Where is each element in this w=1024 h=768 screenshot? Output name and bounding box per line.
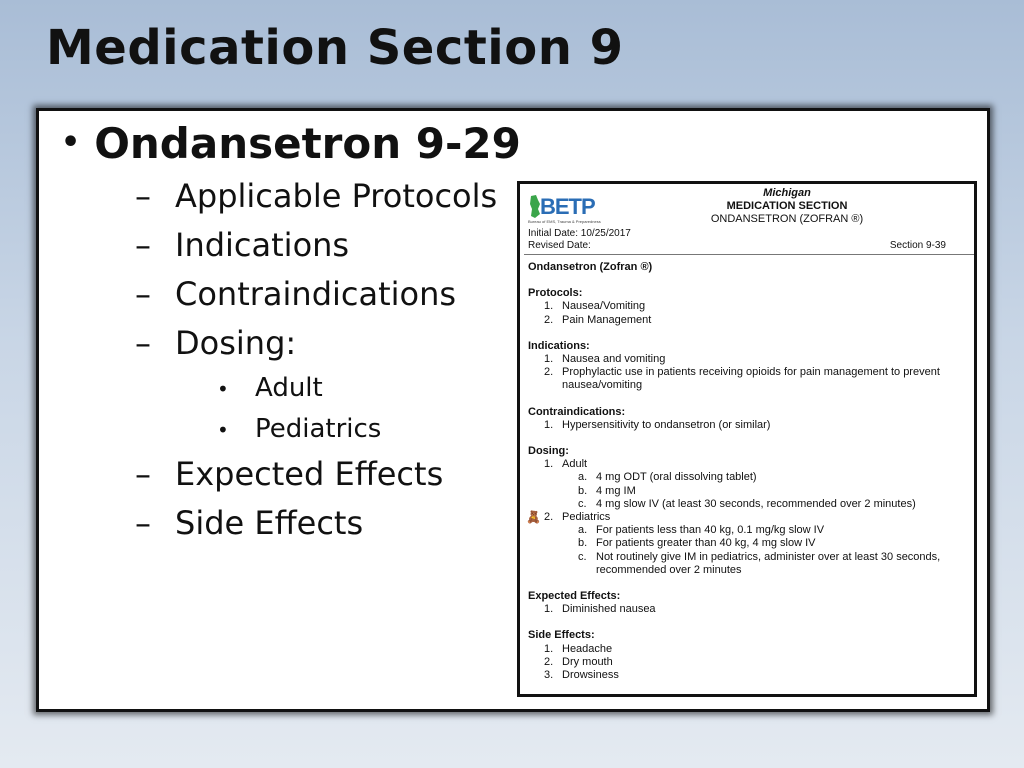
medication-document-image <box>517 181 977 697</box>
sub-item-protocols: – Applicable Protocols <box>135 177 498 215</box>
list-item: 2. Dry mouth <box>544 655 613 668</box>
doc-state: Michigan <box>763 187 811 199</box>
list-item: 2. Pain Management <box>544 313 652 326</box>
list-item: 🧸 2. Pediatrics <box>526 510 611 525</box>
protocols-heading: Protocols: <box>528 287 583 300</box>
dosing-heading: Dosing: <box>528 445 569 458</box>
list-item-continuation: recommended over 2 minutes <box>596 563 742 576</box>
dosing-item-pediatrics: • Pediatrics <box>217 414 382 444</box>
slide-title: Medication Section 9 <box>46 20 624 76</box>
contraindications-heading: Contraindications: <box>528 405 626 418</box>
doc-body <box>528 261 968 682</box>
doc-revised-date: Revised Date: <box>528 240 591 251</box>
sub-item-dosing: – Dosing: <box>135 324 297 362</box>
sub-item-indications: – Indications <box>135 226 350 264</box>
list-item: 1. Nausea/Vomiting <box>544 300 646 313</box>
list-item: 1. Diminished nausea <box>544 603 656 616</box>
list-item: 2. Prophylactic use in patients receiving opioids for pain management to prevent <box>544 366 940 379</box>
main-bullet <box>61 119 521 168</box>
list-item: 3. Drowsiness <box>544 669 619 682</box>
list-item: 1. Headache <box>544 642 613 655</box>
list-item: a. 4 mg ODT (oral dissolving tablet) <box>578 471 757 484</box>
doc-divider <box>524 254 974 255</box>
list-item: 1. Adult <box>544 458 588 471</box>
list-item: 1. Nausea and vomiting <box>544 353 666 366</box>
bullet-icon: • <box>61 125 81 160</box>
list-item-continuation: nausea/vomiting <box>562 379 643 392</box>
teddy-bear-icon: 🧸 <box>526 510 541 525</box>
main-bullet-text: Ondansetron 9-29 <box>94 119 521 168</box>
sub-item-expected-effects: – Expected Effects <box>135 455 444 493</box>
list-item: b. For patients greater than 40 kg, 4 mg slow IV <box>578 537 816 550</box>
list-item: 1. Hypersensitivity to ondansetron (or similar) <box>544 418 771 431</box>
sub-item-side-effects: – Side Effects <box>135 504 364 542</box>
content-box <box>36 108 990 712</box>
doc-initial-date: Initial Date: 10/25/2017 <box>528 228 631 239</box>
list-item: b. 4 mg IM <box>578 484 636 497</box>
doc-drug-title: ONDANSETRON (ZOFRAN ®) <box>710 213 864 225</box>
list-item: c. 4 mg slow IV (at least 30 seconds, recommended over 2 minutes) <box>578 497 916 510</box>
indications-heading: Indications: <box>528 339 590 352</box>
sub-item-contraindications: – Contraindications <box>135 275 457 313</box>
list-item: a. For patients less than 40 kg, 0.1 mg/kg slow IV <box>578 524 825 537</box>
betp-logo: BETP Bureau of EMS, Trauma & Preparedness <box>528 194 601 224</box>
doc-section-number: Section 9-39 <box>889 240 946 251</box>
side-effects-heading: Side Effects: <box>528 629 595 642</box>
doc-section-title: MEDICATION SECTION <box>726 200 848 212</box>
list-item: c. Not routinely give IM in pediatrics, administer over at least 30 seconds, <box>578 550 941 563</box>
doc-drug-heading: Ondansetron (Zofran ®) <box>528 261 653 273</box>
expected-effects-heading: Expected Effects: <box>528 590 621 603</box>
dosing-item-adult: • Adult <box>217 373 323 403</box>
